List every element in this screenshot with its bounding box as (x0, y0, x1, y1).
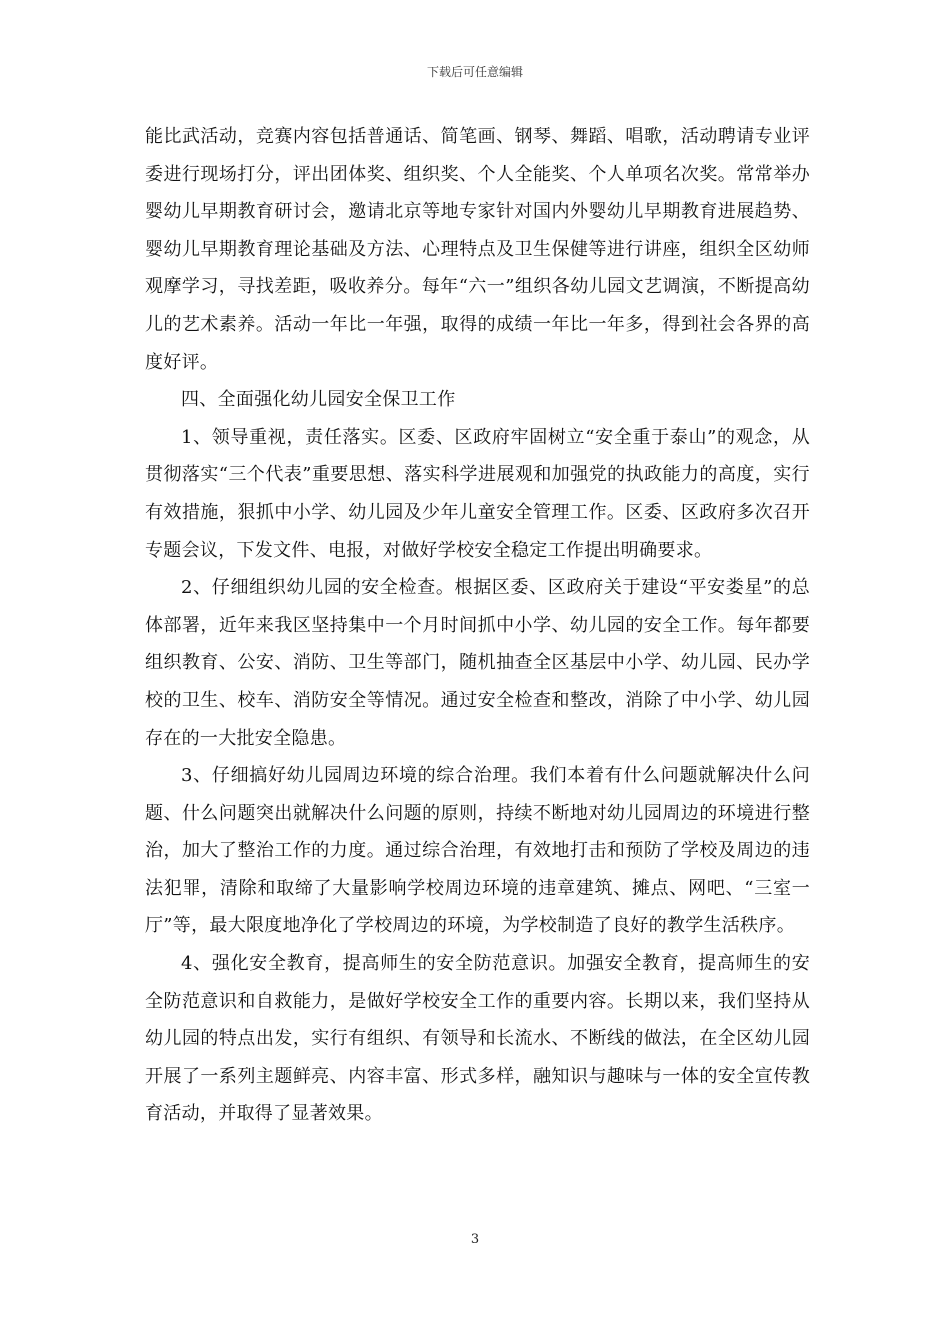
page-number: 3 (470, 1232, 480, 1247)
paragraph-continuation: 能比武活动，竞赛内容包括普通话、简笔画、钢琴、舞蹈、唱歌，活动聘请专业评委进行现场打分，评出团体奖、组织奖、个人全能奖、个人单项名次奖。常常举办婴幼儿早期教育研讨会，邀请北京等地专家针对国内外婴幼儿早期教育进展趋势、婴幼儿早期教育理论基础及方法、心理特点及卫生保健等进行讲座，组织全区幼师观摩学习，寻找差距，吸收养分。每年“六一”组织各幼儿园文艺调演，不断提高幼儿的艺术素养。活动一年比一年强，取得的成绩一年比一年多，得到社会各界的高度好评。 (145, 126, 810, 373)
paragraph-item-4: 4、强化安全教育，提高师生的安全防范意识。加强安全教育，提高师生的安全防范意识和自救能力，是做好学校安全工作的重要内容。长期以来，我们坚持从幼儿园的特点出发，实行有组织、有领导和长流水、不断线的做法，在全区幼儿园开展了一系列主题鲜亮、内容丰富、形式多样，融知识与趣味与一体的安全宣传教育活动，并取得了显著效果。 (145, 953, 810, 1125)
document-body (145, 118, 810, 1133)
paragraph-item-2: 2、仔细组织幼儿园的安全检查。根据区委、区政府关于建设“平安娄星”的总体部署，近年来我区坚持集中一个月时间抓中小学、幼儿园的安全工作。每年都要组织教育、公安、消防、卫生等部门，随机抽查全区基层中小学、幼儿园、民办学校的卫生、校车、消防安全等情况。通过安全检查和整改，消除了中小学、幼儿园存在的一大批安全隐患。 (145, 577, 810, 749)
paragraph-item-3: 3、仔细搞好幼儿园周边环境的综合治理。我们本着有什么问题就解决什么问题、什么问题突出就解决什么问题的原则，持续不断地对幼儿园周边的环境进行整治，加大了整治工作的力度。通过综合治理，有效地打击和预防了学校及周边的违法犯罪，清除和取缔了大量影响学校周边环境的违章建筑、摊点、网吧、“三室一厅”等，最大限度地净化了学校周边的环境，为学校制造了良好的教学生活秩序。 (145, 765, 810, 937)
section-heading: 四、全面强化幼儿园安全保卫工作 (181, 389, 456, 411)
paragraph-item-1: 1、领导重视，责任落实。区委、区政府牢固树立“安全重于泰山”的观念，从贯彻落实“三个代表”重要思想、落实科学进展观和加强党的执政能力的高度，实行有效措施，狠抓中小学、幼儿园及少年儿童安全管理工作。区委、区政府多次召开专题会议，下发文件、电报，对做好学校安全稳定工作提出明确要求。 (145, 426, 810, 561)
page-header: 下载后可任意编辑 (426, 65, 523, 79)
